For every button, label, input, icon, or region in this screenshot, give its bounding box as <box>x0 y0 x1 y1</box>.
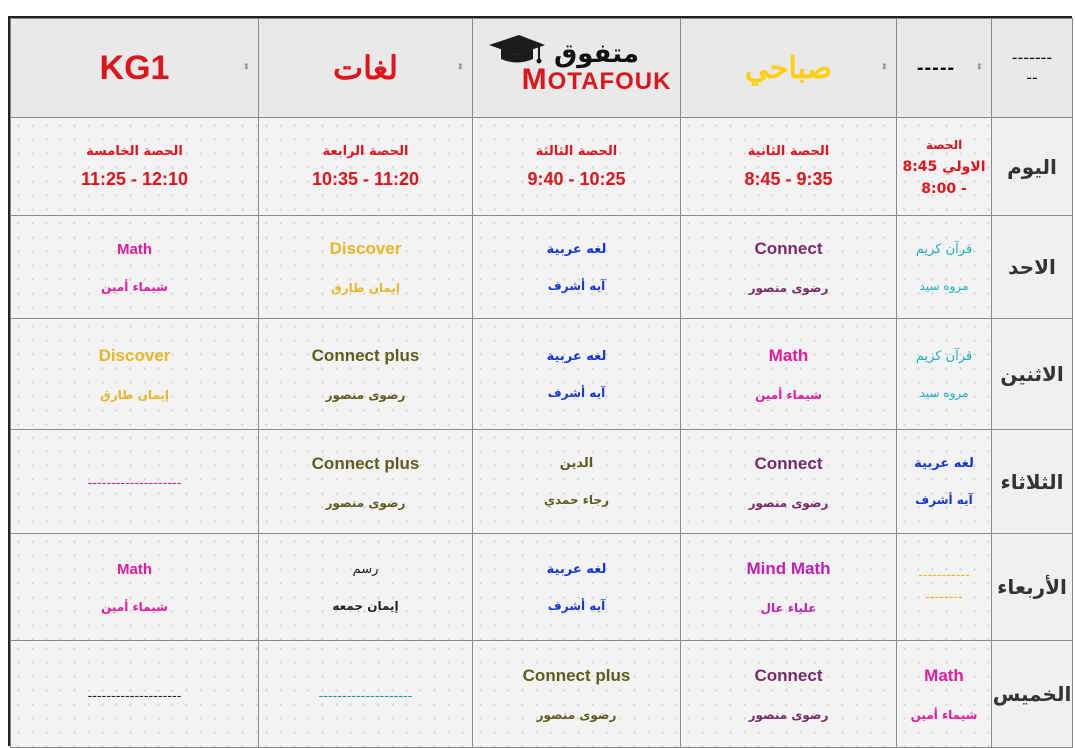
header-corner <box>992 19 1073 118</box>
lesson-cell[interactable]: لغه عربية آيه أشرف <box>473 319 681 430</box>
header-class[interactable] <box>11 19 259 118</box>
schedule-sheet <box>8 16 1072 746</box>
lesson-cell[interactable]: قرآن كريم مروه سيد <box>897 216 992 319</box>
period-cell-2: الحصة الثانية 8:45 - 9:35 <box>681 118 897 216</box>
sort-icon[interactable]: ⬍ <box>456 62 464 73</box>
class-label: KG1 <box>99 48 170 87</box>
header-dash[interactable] <box>897 19 992 118</box>
period-cell-3: الحصة الثالثة 9:40 - 10:25 <box>473 118 681 216</box>
day-row-wednesday <box>11 534 1073 641</box>
header-morning[interactable] <box>681 19 897 118</box>
lesson-cell[interactable]: Connect رضوى منصور <box>681 430 897 534</box>
logo-arabic-text: متفوق <box>554 39 639 69</box>
lesson-cell[interactable]: رسم إيمان جمعه <box>259 534 473 641</box>
corner-label: ------- -- <box>1011 48 1053 87</box>
header-logo <box>473 19 681 118</box>
day-column-header: اليوم <box>992 118 1073 216</box>
lesson-cell[interactable]: Math شيماء أمين <box>681 319 897 430</box>
day-row-tuesday <box>11 430 1073 534</box>
lesson-cell[interactable]: Connect plus رضوى منصور <box>473 641 681 748</box>
lesson-cell[interactable]: Math شيماء أمين <box>11 534 259 641</box>
header-row <box>11 19 1073 118</box>
lesson-cell[interactable]: Connect رضوى منصور <box>681 216 897 319</box>
lesson-cell[interactable] <box>11 641 259 748</box>
day-row-monday <box>11 319 1073 430</box>
lesson-cell[interactable]: لغه عربية آيه أشرف <box>473 216 681 319</box>
header-languages[interactable] <box>259 19 473 118</box>
dash-label: ----- <box>916 56 956 79</box>
lesson-cell[interactable]: Math شيماء أمين <box>11 216 259 319</box>
day-label: الاثنين <box>992 319 1073 430</box>
morning-label: صباحي <box>744 51 833 85</box>
lesson-cell[interactable] <box>11 430 259 534</box>
period-cell-4: الحصة الرابعة 10:35 - 11:20 <box>259 118 473 216</box>
period-cell-5: الحصة الخامسة 11:25 - 12:10 <box>11 118 259 216</box>
empty-slot-dashes: -------------------- <box>318 688 413 704</box>
sort-icon[interactable]: ⬍ <box>242 62 250 73</box>
lesson-cell[interactable] <box>259 641 473 748</box>
empty-slot-dashes: -------------------- <box>87 476 182 491</box>
graduation-cap-icon <box>487 33 547 67</box>
lesson-cell[interactable]: Math شيماء أمين <box>897 641 992 748</box>
lesson-cell[interactable]: Connect plus رضوى منصور <box>259 430 473 534</box>
lesson-cell[interactable]: Discover إيمان طارق <box>259 216 473 319</box>
lesson-cell[interactable]: Connect plus رضوى منصور <box>259 319 473 430</box>
day-label: الخميس <box>992 641 1073 748</box>
day-row-sunday <box>11 216 1073 319</box>
empty-slot-dashes: ----------- -------- <box>918 568 970 605</box>
empty-slot-dashes: -------------------- <box>87 688 182 704</box>
day-row-thursday <box>11 641 1073 748</box>
sort-icon[interactable]: ⬍ <box>975 62 983 73</box>
lesson-cell[interactable]: Connect رضوى منصور <box>681 641 897 748</box>
logo-latin-text: MOTAFOUK <box>521 63 672 96</box>
day-label: الأربعاء <box>992 534 1073 641</box>
lesson-cell[interactable] <box>897 534 992 641</box>
languages-label: لغات <box>332 50 399 86</box>
lesson-cell[interactable]: لغه عربية آيه أشرف <box>473 534 681 641</box>
lesson-cell[interactable]: الدين رجاء حمدي <box>473 430 681 534</box>
periods-row <box>11 118 1073 216</box>
period-cell-1: الحصة الاولي 8:45 8:00 - <box>897 118 992 216</box>
schedule-table <box>10 18 1073 748</box>
day-label: الثلاثاء <box>992 430 1073 534</box>
lesson-cell[interactable]: Mind Math علياء عال <box>681 534 897 641</box>
lesson-cell[interactable]: لغه عربية آيه أشرف <box>897 430 992 534</box>
lesson-cell[interactable]: Discover إيمان طارق <box>11 319 259 430</box>
day-label: الاحد <box>992 216 1073 319</box>
sort-icon[interactable]: ⬍ <box>880 62 888 73</box>
lesson-cell[interactable]: قرآن كريم مروه سيد <box>897 319 992 430</box>
